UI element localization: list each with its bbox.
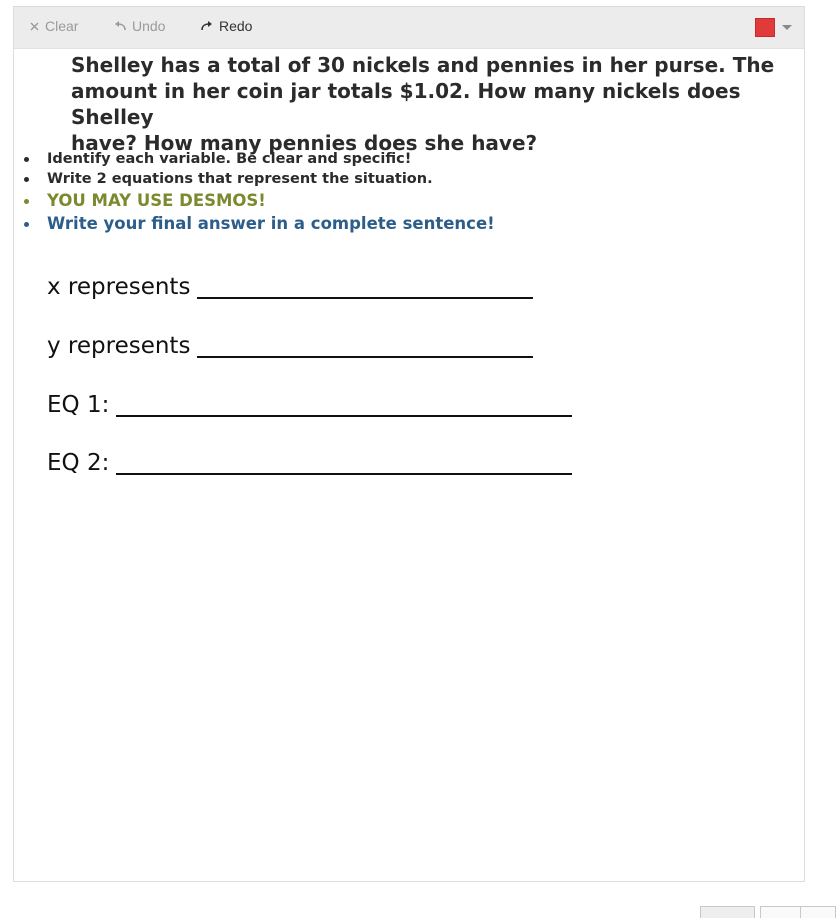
instruction-list: [14, 149, 794, 235]
instruction-text: YOU MAY USE DESMOS!: [47, 191, 266, 210]
clear-button[interactable]: [30, 18, 78, 34]
pager-button[interactable]: [760, 906, 801, 918]
answer-blank: [197, 356, 533, 358]
pager-button[interactable]: [700, 906, 755, 918]
undo-icon: [114, 21, 126, 31]
instruction-item: [14, 212, 794, 235]
pen-color-swatch[interactable]: [755, 18, 775, 37]
instruction-item: [14, 189, 794, 212]
drawing-toolbar: [14, 7, 804, 49]
answer-blank: [116, 415, 572, 417]
answer-blank: [116, 473, 572, 475]
redo-button[interactable]: [201, 18, 252, 34]
chevron-down-icon[interactable]: [782, 25, 792, 30]
y-variable-line: [47, 331, 533, 361]
undo-label: Undo: [132, 18, 166, 34]
undo-button[interactable]: [114, 18, 165, 34]
bullet-icon: [24, 177, 29, 182]
instruction-text: Identify each variable. Be clear and specific!: [47, 151, 412, 167]
redo-icon: [201, 21, 213, 31]
pager-button[interactable]: [800, 906, 836, 918]
problem-statement: Shelley has a total of 30 nickels and pennies in her purse. The amount in her coin jar totals $1.02. How many nickels does Shelley have? How many pennies does she have?: [71, 53, 775, 155]
equation-2-label: EQ 2:: [47, 450, 110, 476]
bullet-icon: [24, 199, 29, 204]
y-variable-label: y represents: [47, 333, 191, 359]
drawing-canvas[interactable]: [13, 6, 805, 882]
x-variable-line: [47, 272, 533, 302]
clear-label: Clear: [45, 18, 79, 34]
instruction-text: Write 2 equations that represent the situation.: [47, 171, 433, 187]
equation-1-label: EQ 1:: [47, 392, 110, 418]
instruction-item: [14, 169, 794, 189]
equation-1-line: [47, 390, 572, 420]
x-variable-label: x represents: [47, 274, 191, 300]
bullet-icon: [24, 157, 29, 162]
bullet-icon: [24, 222, 29, 227]
redo-label: Redo: [219, 18, 253, 34]
answer-blank: [197, 297, 533, 299]
instruction-item: [14, 149, 794, 169]
close-icon: [30, 22, 39, 31]
equation-2-line: [47, 448, 572, 478]
instruction-text: Write your final answer in a complete sentence!: [47, 214, 495, 233]
